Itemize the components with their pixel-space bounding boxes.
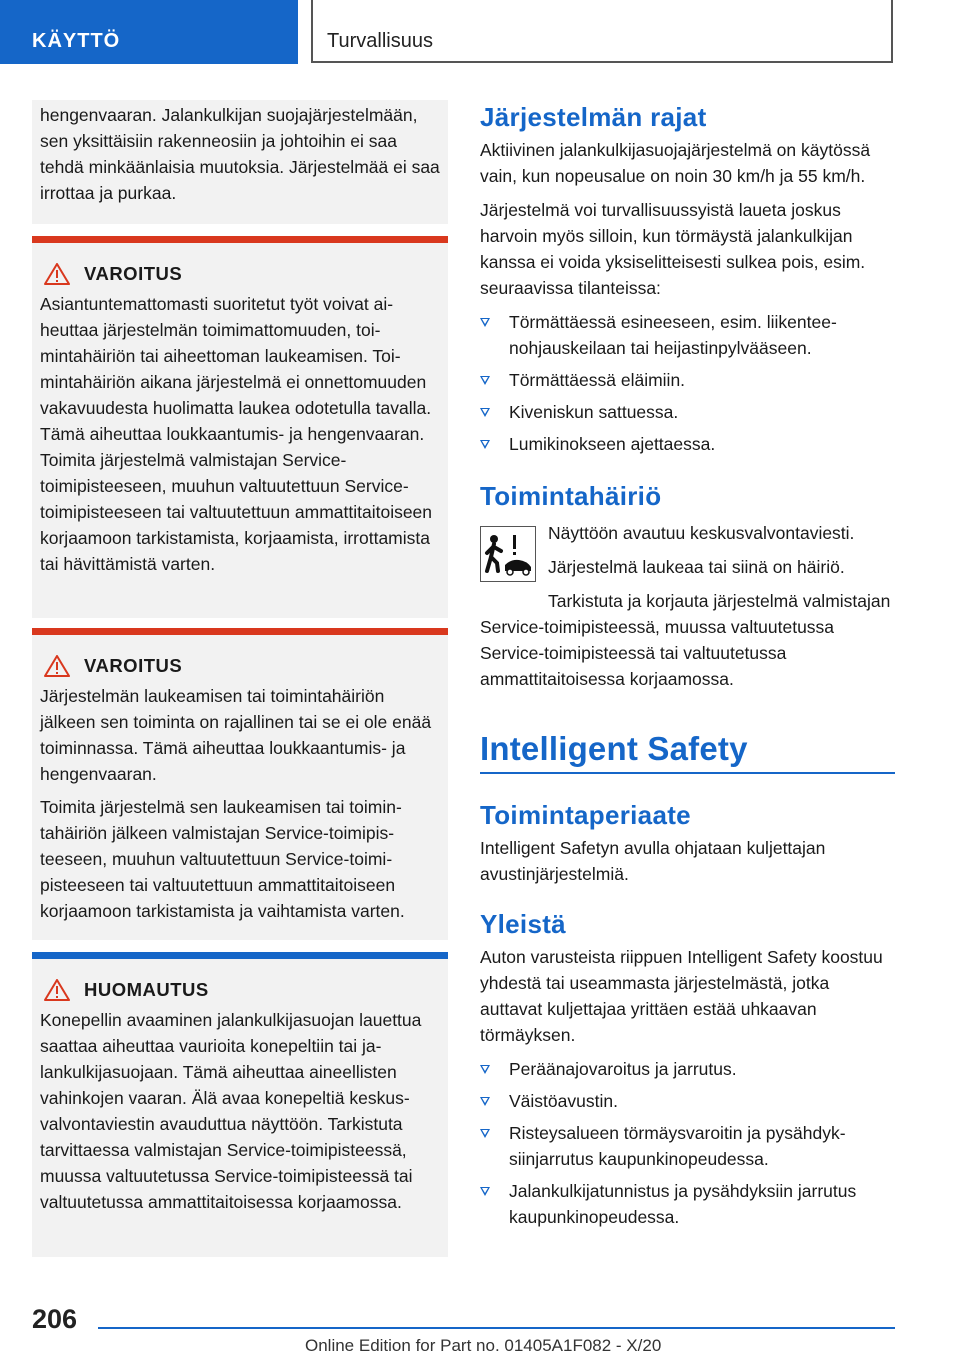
warning-bar — [32, 628, 448, 635]
notice-body — [32, 959, 448, 1257]
right-column — [480, 100, 895, 1230]
list-item — [480, 1088, 895, 1114]
general-heading: Yleistä — [480, 909, 566, 939]
fault-line-1: Näyttöön avautuu keskusvalvontaviesti. — [548, 523, 855, 543]
list-item-text: Väistöavustin. — [509, 1091, 618, 1111]
list-item-text: Kiveniskun sattuessa. — [509, 402, 679, 422]
warning-title: VAROITUS — [84, 655, 183, 676]
header-subsection-tab — [311, 0, 893, 63]
warning-bar — [32, 236, 448, 243]
pedestrian-protection-icon — [480, 526, 536, 582]
list-item-text: Törmättäessä esineeseen, esim. liikenteenohjauskeilaan tai heijastinpylvääseen. — [509, 312, 837, 358]
general-text: Auton varusteista riippuen Intelligent Safety koostuu yhdestä tai useammasta järjestelmästä, jotka auttavat kuljettajaa yrittäen estää uhkaavan törmäyksen. — [480, 947, 883, 1045]
principle-heading: Toimintaperiaate — [480, 800, 691, 830]
fault-block — [480, 520, 895, 692]
fault-line-2: Järjestelmä laukeaa tai siinä on häiriö. — [548, 557, 845, 577]
intelligent-safety-title: Intelligent Safety — [480, 730, 748, 767]
limits-paragraph-2: Järjestelmä voi turvallisuussyistä laueta joskus harvoin myös silloin, kun törmäystä jalankulkijan kanssa ei voida yksiselitteisesti sulkea pois, esim. seuraavissa tilanteissa: — [480, 200, 866, 298]
warning-box-2 — [32, 628, 448, 940]
list-item — [480, 367, 895, 393]
list-item-text: Törmättäessä eläimiin. — [509, 370, 686, 390]
list-item — [480, 1056, 895, 1082]
intelligent-safety-title-block — [480, 730, 895, 774]
limits-bullet-list — [480, 309, 895, 457]
notice-bar — [32, 952, 448, 959]
bullet-triangle-icon — [480, 1065, 490, 1074]
list-item-text: Lumikinokseen ajettaessa. — [509, 434, 716, 454]
warning-triangle-icon — [44, 655, 70, 677]
bullet-triangle-icon — [480, 318, 490, 327]
list-item — [480, 431, 895, 457]
warning-box-1 — [32, 236, 448, 618]
list-item — [480, 399, 895, 425]
page-number: 206 — [32, 1304, 78, 1334]
list-item-text: Risteysalueen törmäysvaroitin ja pysähdyksiinjarrutus kaupunkinopeudessa. — [509, 1123, 846, 1169]
left-column — [32, 100, 448, 224]
footer-edition: Online Edition for Part no. 01405A1F082 - X/20 — [305, 1336, 662, 1355]
header-subsection-label: Turvallisuus — [327, 30, 433, 52]
limits-paragraph-1: Aktiivinen jalankulkijasuojajärjestelmä on käytössä vain, kun nopeusalue on noin 30 km/h ja 55 km/h. — [480, 140, 871, 186]
list-item-text: Jalankulkijatunnistus ja pysähdyksiin jarrutus kaupunkinopeudessa. — [509, 1181, 857, 1227]
footer-divider — [98, 1327, 895, 1329]
list-item — [480, 1178, 895, 1230]
bullet-triangle-icon — [480, 1129, 490, 1138]
warning-text-1: Järjestelmän laukeamisen tai toimintahäiriön jälkeen sen toiminta on rajallinen tai se ei ole enää toiminnassa. Tämä aiheuttaa loukkaantumis- ja hengenvaaran. — [40, 686, 432, 784]
notice-title-row — [40, 979, 440, 1001]
bullet-triangle-icon — [480, 1187, 490, 1196]
header-section-label: KÄYTTÖ — [32, 30, 121, 52]
warning-body — [32, 243, 448, 618]
bullet-triangle-icon — [480, 376, 490, 385]
warning-text: Asiantuntemattomasti suoritetut työt voivat aiheuttaa järjestelmän toimimattomuuden, toimintahäiriön tai aiheettoman laukeamisen. Toimintahäiriön aikana järjestelmä ei onnettomuuden vakavuudesta huolimatta laukea odotetulla tavalla. Tämä aiheuttaa loukkaantumis- ja hengenvaaran. Toimita järjestelmä valmistajan Service-toimipisteeseen, muuhun valtuutettuun Service-toimipisteeseen tai valtuutettuun ammattitaitoiseen korjaamoon tarkistamista, korjaamista, irrottamista tai hävittämistä varten. — [40, 294, 433, 574]
bullet-triangle-icon — [480, 440, 490, 449]
intro-text: hengenvaaran. Jalankulkijan suojajärjestelmään, sen yksittäisiin rakenneosiin ja johtoihin ei saa tehdä minkäänlaisia muutoksia. Järjestelmää ei saa irrottaa ja purkaa. — [40, 105, 440, 203]
header-section-tab — [0, 0, 298, 64]
principle-text: Intelligent Safetyn avulla ohjataan kuljettajan avustinjärjestelmiä. — [480, 838, 826, 884]
warning-body — [32, 635, 448, 940]
warning-triangle-icon — [44, 263, 70, 285]
notice-title: HUOMAUTUS — [84, 979, 209, 1000]
warning-text-2: Toimita järjestelmä sen laukeamisen tai toimintahäiriön jälkeen valmistajan Service-toimipisteeseen, muuhun valtuutettuun Service-toimipisteeseen tai valtuutettuun ammattitaitoiseen korjaamoon tarkistamista ja vaihtamista varten. — [40, 797, 405, 921]
warning-title: VAROITUS — [84, 263, 183, 284]
intelligent-bullet-list — [480, 1056, 895, 1230]
notice-box — [32, 952, 448, 1257]
limits-heading: Järjestelmän rajat — [480, 102, 707, 132]
fault-heading: Toimintahäiriö — [480, 481, 662, 511]
fault-line-3: Tarkistuta ja korjauta järjestelmä valmistajan Service-toimipisteessä, muussa valtuutetussa Service-toimipisteessä tai valtuutetussa ammattitaitoisessa korjaamossa. — [480, 591, 891, 689]
notice-text: Konepellin avaaminen jalankulkijasuojan lauettua saattaa aiheuttaa vaurioita konepeltiin tai jalankulkijasuojaan. Tämä aiheuttaa aineellisten vahinkojen vaaran. Älä avaa konepeltiä keskusvalvontaviestin avauduttua näyttöön. Tarkistuta tarvittaessa valmistajan Service-toimipisteessä, muussa valtuutetussa Service-toimipisteessä tai valtuutetussa ammattitaitoisessa korjaamossa. — [40, 1010, 422, 1212]
list-item — [480, 309, 895, 361]
list-item — [480, 1120, 895, 1172]
bullet-triangle-icon — [480, 1097, 490, 1106]
list-item-text: Peräänajovaroitus ja jarrutus. — [509, 1059, 737, 1079]
intro-box — [32, 100, 448, 224]
warning-triangle-icon — [44, 979, 70, 1001]
warning-title-row — [40, 655, 440, 677]
warning-title-row — [40, 263, 440, 285]
bullet-triangle-icon — [480, 408, 490, 417]
